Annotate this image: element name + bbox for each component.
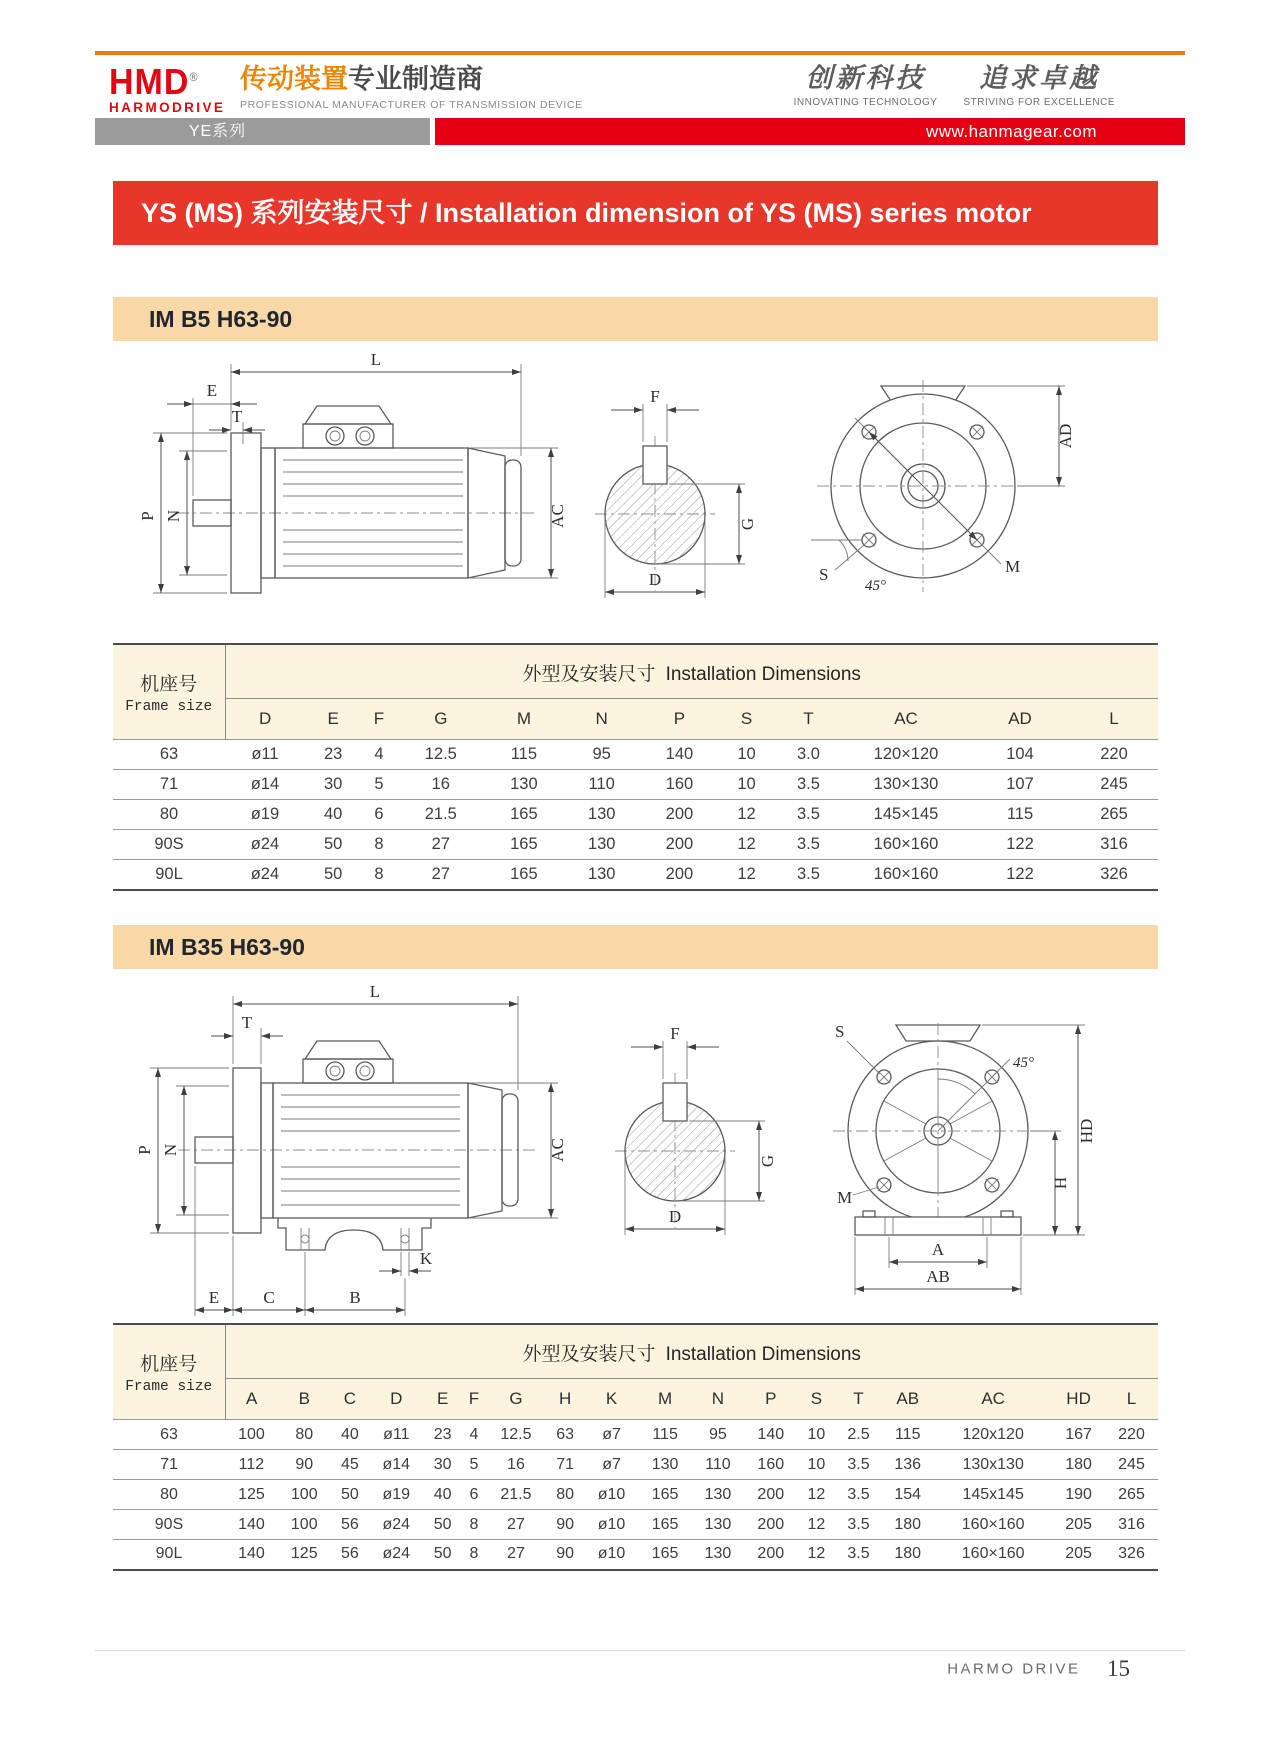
b5-shaft-section-drawing bbox=[593, 366, 768, 611]
dimension-value-cell: 5 bbox=[361, 770, 396, 800]
dimension-value-cell: 8 bbox=[361, 830, 396, 860]
dimension-value-cell: ø10 bbox=[584, 1480, 638, 1510]
dimension-value-cell: 12 bbox=[718, 830, 775, 860]
column-header-a: A bbox=[225, 1379, 278, 1420]
dimension-value-cell: 56 bbox=[331, 1540, 369, 1570]
column-header-l: L bbox=[1105, 1379, 1158, 1420]
frame-size-cell: 90S bbox=[113, 1510, 225, 1540]
b35-shaft-section-drawing bbox=[613, 1003, 788, 1248]
dimension-value-cell: 100 bbox=[278, 1480, 331, 1510]
column-header-d: D bbox=[369, 1379, 423, 1420]
frame-size-cell: 80 bbox=[113, 800, 225, 830]
column-header-s: S bbox=[718, 699, 775, 740]
table-row bbox=[113, 1450, 1158, 1480]
dimension-value-cell: 100 bbox=[278, 1510, 331, 1540]
dimension-value-cell: 145×145 bbox=[842, 800, 970, 830]
footer-brand: HARMO DRIVE bbox=[947, 1660, 1081, 1678]
dim-label-e: E bbox=[208, 1288, 220, 1307]
column-header-s: S bbox=[797, 1379, 835, 1420]
b5-side-view-drawing bbox=[133, 348, 573, 633]
dimension-value-cell: ø24 bbox=[369, 1540, 423, 1570]
dim-label-d: D bbox=[648, 570, 662, 589]
company-logo bbox=[109, 62, 239, 115]
dimension-value-cell: 200 bbox=[744, 1540, 797, 1570]
column-header-g: G bbox=[486, 1379, 546, 1420]
dim-label-c: C bbox=[263, 1288, 275, 1307]
dimension-value-cell: 30 bbox=[423, 1450, 461, 1480]
column-header-t: T bbox=[775, 699, 842, 740]
column-header-ac: AC bbox=[842, 699, 970, 740]
dimension-value-cell: 16 bbox=[397, 770, 485, 800]
dim-label-ac: AC bbox=[548, 504, 567, 528]
column-header-p: P bbox=[744, 1379, 797, 1420]
dimension-value-cell: 27 bbox=[486, 1540, 546, 1570]
dimension-value-cell: 154 bbox=[881, 1480, 934, 1510]
column-header-m: M bbox=[639, 1379, 692, 1420]
website-url: www.hanmagear.com bbox=[435, 118, 1185, 145]
dimension-value-cell: 165 bbox=[485, 830, 563, 860]
table-row bbox=[113, 740, 1158, 770]
dimension-value-cell: 4 bbox=[361, 740, 396, 770]
dimension-value-cell: 110 bbox=[692, 1450, 745, 1480]
dimension-value-cell: 125 bbox=[225, 1480, 278, 1510]
dimension-value-cell: 107 bbox=[970, 770, 1070, 800]
frame-size-cell: 80 bbox=[113, 1480, 225, 1510]
dimension-value-cell: 10 bbox=[797, 1450, 835, 1480]
table-row bbox=[113, 1420, 1158, 1450]
dimension-value-cell: 115 bbox=[485, 740, 563, 770]
table-row bbox=[113, 770, 1158, 800]
dimension-value-cell: 125 bbox=[278, 1540, 331, 1570]
dimension-value-cell: 130x130 bbox=[934, 1450, 1052, 1480]
dimension-value-cell: 12 bbox=[718, 800, 775, 830]
dimension-value-cell: 21.5 bbox=[397, 800, 485, 830]
column-header-n: N bbox=[563, 699, 641, 740]
dimension-value-cell: 115 bbox=[970, 800, 1070, 830]
column-header-p: P bbox=[641, 699, 719, 740]
dimension-value-cell: 40 bbox=[423, 1480, 461, 1510]
dimension-value-cell: 3.5 bbox=[836, 1480, 882, 1510]
dimension-value-cell: 50 bbox=[305, 830, 362, 860]
dimension-value-cell: ø14 bbox=[369, 1450, 423, 1480]
dim-label-h: H bbox=[1051, 1176, 1070, 1190]
motto-cn-2: 追求卓越 bbox=[979, 63, 1100, 94]
dimension-value-cell: 245 bbox=[1070, 770, 1158, 800]
dimension-value-cell: ø14 bbox=[225, 770, 305, 800]
dim-label-ad: AD bbox=[1056, 423, 1075, 449]
dim-label-n: N bbox=[164, 509, 183, 523]
dim-label-s: S bbox=[835, 1022, 845, 1041]
series-tab: YE系列 bbox=[95, 118, 430, 145]
page-number: 15 bbox=[1107, 1656, 1130, 1681]
dim-label-p: P bbox=[135, 1145, 154, 1155]
dim-label-g: G bbox=[758, 1154, 777, 1168]
dimension-value-cell: ø24 bbox=[225, 830, 305, 860]
dimension-value-cell: 130 bbox=[485, 770, 563, 800]
dimension-value-cell: 326 bbox=[1070, 860, 1158, 890]
dimension-value-cell: 115 bbox=[881, 1420, 934, 1450]
frame-size-cell: 63 bbox=[113, 740, 225, 770]
dimension-value-cell: 3.5 bbox=[836, 1450, 882, 1480]
column-header-ab: AB bbox=[881, 1379, 934, 1420]
dimension-value-cell: ø24 bbox=[225, 860, 305, 890]
column-header-row bbox=[113, 1379, 1158, 1420]
dimension-value-cell: 165 bbox=[639, 1480, 692, 1510]
dimension-value-cell: 265 bbox=[1105, 1480, 1158, 1510]
dimension-value-cell: 190 bbox=[1052, 1480, 1105, 1510]
dimension-value-cell: 104 bbox=[970, 740, 1070, 770]
column-header-m: M bbox=[485, 699, 563, 740]
dimension-value-cell: 12 bbox=[797, 1510, 835, 1540]
dim-label-g: G bbox=[738, 517, 757, 531]
column-header-n: N bbox=[692, 1379, 745, 1420]
dimension-value-cell: 12 bbox=[718, 860, 775, 890]
dimension-value-cell: 220 bbox=[1070, 740, 1158, 770]
dimension-value-cell: 90 bbox=[546, 1510, 584, 1540]
frame-size-header: 机座号 Frame size bbox=[113, 1324, 225, 1420]
b5-dimensions-table bbox=[113, 643, 1158, 891]
dimension-value-cell: 6 bbox=[462, 1480, 486, 1510]
column-header-k: K bbox=[584, 1379, 638, 1420]
dimension-value-cell: 12.5 bbox=[486, 1420, 546, 1450]
company-slogan bbox=[240, 64, 583, 111]
dimension-value-cell: 122 bbox=[970, 860, 1070, 890]
dimension-value-cell: 71 bbox=[546, 1450, 584, 1480]
dimension-value-cell: 8 bbox=[462, 1510, 486, 1540]
dimension-value-cell: 12 bbox=[797, 1480, 835, 1510]
column-header-h: H bbox=[546, 1379, 584, 1420]
page-header bbox=[95, 60, 1185, 116]
dimension-value-cell: 80 bbox=[546, 1480, 584, 1510]
dimension-value-cell: 8 bbox=[361, 860, 396, 890]
dim-label-n: N bbox=[161, 1143, 180, 1157]
dimension-value-cell: 180 bbox=[881, 1510, 934, 1540]
dimension-value-cell: ø24 bbox=[369, 1510, 423, 1540]
dimension-value-cell: 112 bbox=[225, 1450, 278, 1480]
dim-label-f: F bbox=[670, 1024, 680, 1043]
dimension-value-cell: 167 bbox=[1052, 1420, 1105, 1450]
dim-label-l: L bbox=[369, 982, 381, 1001]
dimension-value-cell: 140 bbox=[225, 1540, 278, 1570]
column-header-hd: HD bbox=[1052, 1379, 1105, 1420]
dimension-value-cell: 180 bbox=[1052, 1450, 1105, 1480]
dimension-value-cell: 130×130 bbox=[842, 770, 970, 800]
dimension-value-cell: 160×160 bbox=[842, 860, 970, 890]
dimension-value-cell: 200 bbox=[641, 830, 719, 860]
slogan-en: PROFESSIONAL MANUFACTURER OF TRANSMISSION DEVICE bbox=[240, 99, 583, 111]
table-row bbox=[113, 830, 1158, 860]
dim-label-k: K bbox=[419, 1249, 433, 1268]
dimension-value-cell: ø10 bbox=[584, 1510, 638, 1540]
dimension-value-cell: 27 bbox=[486, 1510, 546, 1540]
dimension-value-cell: 50 bbox=[423, 1540, 461, 1570]
column-header-b: B bbox=[278, 1379, 331, 1420]
dimension-value-cell: 316 bbox=[1105, 1510, 1158, 1540]
dimension-value-cell: 165 bbox=[485, 860, 563, 890]
b35-diagrams bbox=[113, 978, 1158, 1323]
dimension-value-cell: 130 bbox=[563, 860, 641, 890]
column-header-l: L bbox=[1070, 699, 1158, 740]
dimension-value-cell: 120×120 bbox=[842, 740, 970, 770]
dimension-value-cell: 200 bbox=[744, 1510, 797, 1540]
dim-label-p: P bbox=[138, 511, 157, 521]
dim-label-hd: HD bbox=[1077, 1118, 1096, 1144]
column-header-f: F bbox=[462, 1379, 486, 1420]
dimension-value-cell: ø10 bbox=[584, 1540, 638, 1570]
header-rule bbox=[95, 51, 1185, 55]
frame-size-cell: 71 bbox=[113, 770, 225, 800]
dimension-value-cell: 3.5 bbox=[775, 830, 842, 860]
dimension-value-cell: 45 bbox=[331, 1450, 369, 1480]
dimension-value-cell: 130 bbox=[563, 800, 641, 830]
b35-rear-view-drawing bbox=[813, 983, 1108, 1313]
dimension-value-cell: 10 bbox=[718, 770, 775, 800]
slogan-cn-dark: 专业制造商 bbox=[348, 64, 483, 94]
column-header-c: C bbox=[331, 1379, 369, 1420]
dimension-value-cell: 50 bbox=[305, 860, 362, 890]
dimension-value-cell: 90 bbox=[278, 1450, 331, 1480]
dimension-value-cell: 165 bbox=[639, 1510, 692, 1540]
installation-dimensions-header: 外型及安装尺寸 Installation Dimensions bbox=[225, 644, 1158, 699]
dimension-value-cell: 2.5 bbox=[836, 1420, 882, 1450]
b35-dimensions-table bbox=[113, 1323, 1158, 1571]
dim-label-t: T bbox=[241, 1013, 253, 1032]
motto-en-2: STRIVING FOR EXCELLENCE bbox=[963, 97, 1115, 108]
dimension-value-cell: ø11 bbox=[369, 1420, 423, 1450]
dimension-value-cell: 140 bbox=[744, 1420, 797, 1450]
dimension-value-cell: 130 bbox=[692, 1480, 745, 1510]
dimension-value-cell: 136 bbox=[881, 1450, 934, 1480]
dimension-value-cell: 165 bbox=[485, 800, 563, 830]
dimension-value-cell: 10 bbox=[797, 1420, 835, 1450]
dim-label-t: T bbox=[231, 407, 243, 426]
dimension-value-cell: 122 bbox=[970, 830, 1070, 860]
logo-mark: HMD® bbox=[109, 62, 198, 103]
frame-size-cell: 90L bbox=[113, 860, 225, 890]
column-header-ad: AD bbox=[970, 699, 1070, 740]
angle-label-45: 45° bbox=[865, 578, 886, 594]
dimension-value-cell: 12.5 bbox=[397, 740, 485, 770]
dimension-value-cell: 100 bbox=[225, 1420, 278, 1450]
footer-rule bbox=[95, 1650, 1185, 1651]
dim-label-m: M bbox=[1005, 557, 1021, 576]
column-header-e: E bbox=[423, 1379, 461, 1420]
dimension-value-cell: 205 bbox=[1052, 1540, 1105, 1570]
column-header-f: F bbox=[361, 699, 396, 740]
dimension-value-cell: 27 bbox=[397, 830, 485, 860]
angle-label-45: 45° bbox=[1013, 1055, 1034, 1071]
section-heading-b35: IM B35 H63-90 bbox=[113, 925, 1158, 969]
dimension-value-cell: 200 bbox=[641, 800, 719, 830]
dimension-value-cell: 40 bbox=[305, 800, 362, 830]
frame-size-header: 机座号 Frame size bbox=[113, 644, 225, 740]
dimension-value-cell: ø11 bbox=[225, 740, 305, 770]
frame-size-cell: 71 bbox=[113, 1450, 225, 1480]
dimension-value-cell: 80 bbox=[278, 1420, 331, 1450]
dimension-value-cell: 3.5 bbox=[836, 1510, 882, 1540]
dimension-value-cell: 316 bbox=[1070, 830, 1158, 860]
dimension-value-cell: 200 bbox=[744, 1480, 797, 1510]
b35-side-view-drawing bbox=[128, 978, 588, 1323]
dimension-value-cell: 205 bbox=[1052, 1510, 1105, 1540]
slogan-cn-orange: 传动装置 bbox=[240, 64, 348, 94]
dimension-value-cell: 27 bbox=[397, 860, 485, 890]
column-header-t: T bbox=[836, 1379, 882, 1420]
company-motto bbox=[794, 64, 1115, 108]
b5-flange-view-drawing bbox=[803, 356, 1088, 616]
dim-label-l: L bbox=[370, 350, 382, 369]
dimension-value-cell: 120x120 bbox=[934, 1420, 1052, 1450]
table-row bbox=[113, 1480, 1158, 1510]
dimension-value-cell: 130 bbox=[639, 1450, 692, 1480]
dimension-value-cell: 95 bbox=[563, 740, 641, 770]
dimension-value-cell: 50 bbox=[331, 1480, 369, 1510]
table-row bbox=[113, 860, 1158, 890]
dimension-value-cell: 160×160 bbox=[842, 830, 970, 860]
dimension-value-cell: 63 bbox=[546, 1420, 584, 1450]
dimension-value-cell: 326 bbox=[1105, 1540, 1158, 1570]
dimension-value-cell: 220 bbox=[1105, 1420, 1158, 1450]
motto-cn-1: 创新科技 bbox=[805, 63, 926, 94]
table-row bbox=[113, 1540, 1158, 1570]
frame-size-cell: 63 bbox=[113, 1420, 225, 1450]
column-header-d: D bbox=[225, 699, 305, 740]
dimension-value-cell: 115 bbox=[639, 1420, 692, 1450]
dimension-value-cell: 95 bbox=[692, 1420, 745, 1450]
dimension-value-cell: 245 bbox=[1105, 1450, 1158, 1480]
dimension-value-cell: 140 bbox=[225, 1510, 278, 1540]
dimension-value-cell: 23 bbox=[305, 740, 362, 770]
dim-label-b: B bbox=[349, 1288, 361, 1307]
dimension-value-cell: 40 bbox=[331, 1420, 369, 1450]
dimension-value-cell: 8 bbox=[462, 1540, 486, 1570]
dimension-value-cell: ø19 bbox=[369, 1480, 423, 1510]
dimension-value-cell: 140 bbox=[641, 740, 719, 770]
frame-size-cell: 90L bbox=[113, 1540, 225, 1570]
dimension-value-cell: 3.5 bbox=[775, 860, 842, 890]
dimension-value-cell: 23 bbox=[423, 1420, 461, 1450]
b5-diagrams bbox=[113, 348, 1158, 638]
dimension-value-cell: 3.5 bbox=[775, 770, 842, 800]
dimension-value-cell: 6 bbox=[361, 800, 396, 830]
dimension-value-cell: ø7 bbox=[584, 1420, 638, 1450]
dimension-value-cell: 145x145 bbox=[934, 1480, 1052, 1510]
dimension-value-cell: 3.5 bbox=[775, 800, 842, 830]
dim-label-f: F bbox=[650, 387, 660, 406]
dimension-value-cell: 4 bbox=[462, 1420, 486, 1450]
dimension-value-cell: 130 bbox=[563, 830, 641, 860]
dimension-value-cell: 160×160 bbox=[934, 1540, 1052, 1570]
motto-en-1: INNOVATING TECHNOLOGY bbox=[793, 97, 938, 108]
dimension-value-cell: 12 bbox=[797, 1540, 835, 1570]
dimension-value-cell: ø19 bbox=[225, 800, 305, 830]
dimension-value-cell: 3.0 bbox=[775, 740, 842, 770]
column-header-row bbox=[113, 699, 1158, 740]
dimension-value-cell: 56 bbox=[331, 1510, 369, 1540]
dimension-value-cell: 200 bbox=[641, 860, 719, 890]
dim-label-ac: AC bbox=[548, 1138, 567, 1162]
dimension-value-cell: 21.5 bbox=[486, 1480, 546, 1510]
dimension-value-cell: 10 bbox=[718, 740, 775, 770]
frame-size-cell: 90S bbox=[113, 830, 225, 860]
logo-name: HARMODRIVE bbox=[109, 100, 226, 116]
table-row bbox=[113, 800, 1158, 830]
dimension-value-cell: 30 bbox=[305, 770, 362, 800]
column-header-e: E bbox=[305, 699, 362, 740]
column-header-ac: AC bbox=[934, 1379, 1052, 1420]
dim-label-e: E bbox=[206, 381, 218, 400]
dimension-value-cell: 130 bbox=[692, 1540, 745, 1570]
dimension-value-cell: 130 bbox=[692, 1510, 745, 1540]
dim-label-d: D bbox=[668, 1207, 682, 1226]
dimension-value-cell: 3.5 bbox=[836, 1540, 882, 1570]
dimension-value-cell: 165 bbox=[639, 1540, 692, 1570]
page-footer bbox=[113, 1656, 1158, 1682]
dim-label-ab: AB bbox=[926, 1267, 950, 1286]
page-title: YS (MS) 系列安装尺寸 / Installation dimension of YS (MS) series motor bbox=[113, 181, 1158, 245]
column-header-g: G bbox=[397, 699, 485, 740]
dim-label-m: M bbox=[837, 1188, 853, 1207]
dimension-value-cell: 50 bbox=[423, 1510, 461, 1540]
dimension-value-cell: ø7 bbox=[584, 1450, 638, 1480]
dimension-value-cell: 110 bbox=[563, 770, 641, 800]
installation-dimensions-header: 外型及安装尺寸 Installation Dimensions bbox=[225, 1324, 1158, 1379]
dim-label-a: A bbox=[931, 1240, 945, 1259]
dimension-value-cell: 160 bbox=[641, 770, 719, 800]
dim-label-s: S bbox=[819, 565, 829, 584]
dimension-value-cell: 180 bbox=[881, 1540, 934, 1570]
header-band bbox=[95, 118, 1185, 145]
dimension-value-cell: 90 bbox=[546, 1540, 584, 1570]
dimension-value-cell: 16 bbox=[486, 1450, 546, 1480]
table-row bbox=[113, 1510, 1158, 1540]
dimension-value-cell: 5 bbox=[462, 1450, 486, 1480]
dimension-value-cell: 160×160 bbox=[934, 1510, 1052, 1540]
dimension-value-cell: 265 bbox=[1070, 800, 1158, 830]
dimension-value-cell: 160 bbox=[744, 1450, 797, 1480]
registered-mark: ® bbox=[189, 71, 198, 85]
section-heading-b5: IM B5 H63-90 bbox=[113, 297, 1158, 341]
